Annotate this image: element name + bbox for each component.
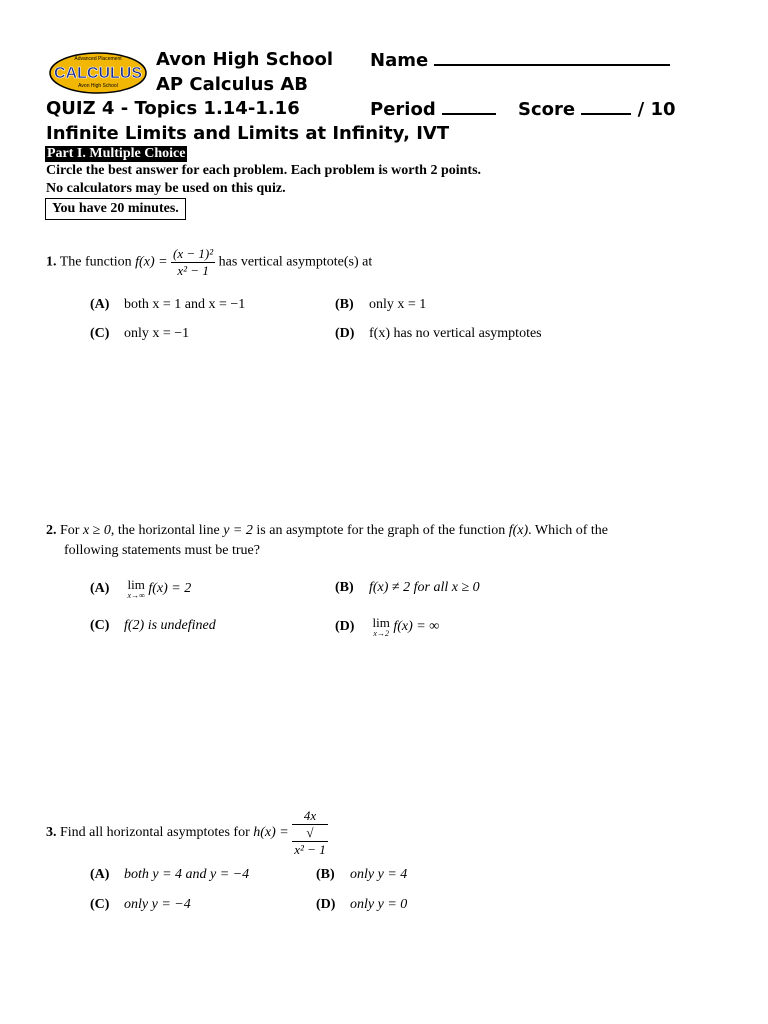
- choice-3b[interactable]: (B) only y = 4: [316, 867, 408, 882]
- question-1: 1. The function f(x) = $\frac{\text{(x − 1)²}}{\text{x² − 1}}$ has vertical asymptote(s) at: [46, 246, 373, 278]
- question-number: 3.: [46, 825, 57, 841]
- period-field[interactable]: [370, 97, 496, 122]
- question-2: 2. For x ≥ 0, the horizontal line y = 2 is an asymptote for the graph of the function f(x). Which of the: [46, 523, 608, 538]
- score-total: / 10: [637, 99, 676, 120]
- name-blank[interactable]: [434, 48, 670, 66]
- fraction: $\frac{\text{(x − 1)²}}{\text{x² − 1}}$: [173, 246, 214, 278]
- limit-notation: lim x→∞: [127, 577, 145, 600]
- choice-1c[interactable]: (C) only x = −1: [90, 326, 190, 341]
- quiz-title: QUIZ 4 - Topics 1.14-1.16: [46, 98, 300, 119]
- square-root: x² − 1: [294, 842, 326, 857]
- logo-small-top: Advanced Placement: [74, 56, 122, 62]
- school-name: Avon High School: [156, 49, 334, 70]
- calculus-logo: [48, 50, 148, 96]
- choice-3d[interactable]: (D) only y = 0: [316, 897, 408, 912]
- course-name: AP Calculus AB: [156, 74, 309, 95]
- period-blank[interactable]: [442, 97, 496, 115]
- question-3: 3. Find all horizontal asymptotes for h(x) = 4x √ x² − 1: [46, 808, 326, 857]
- fraction: 4x √ x² − 1: [294, 808, 326, 857]
- logo-small-bottom: Avon High School: [78, 83, 118, 89]
- question-number: 2.: [46, 523, 57, 538]
- choice-1a[interactable]: (A) both x = 1 and x = −1: [90, 297, 246, 312]
- score-field[interactable]: [518, 97, 676, 122]
- choice-3c[interactable]: (C) only y = −4: [90, 897, 191, 912]
- question-2-line-2: following statements must be true?: [64, 543, 260, 558]
- choice-1b[interactable]: (B) only x = 1: [335, 297, 427, 312]
- part-label: Part I. Multiple Choice: [47, 146, 186, 161]
- score-label: Score: [518, 99, 576, 120]
- time-box: You have 20 minutes.: [45, 198, 186, 220]
- choice-2b[interactable]: (B) f(x) ≠ 2 for all x ≥ 0: [335, 580, 480, 595]
- name-field[interactable]: [370, 48, 670, 73]
- choice-3a[interactable]: (A) both y = 4 and y = −4: [90, 867, 250, 882]
- choice-2a[interactable]: (A) lim x→∞ f(x) = 2: [90, 577, 192, 600]
- limit-notation: lim x→2: [372, 615, 390, 638]
- choice-2d[interactable]: (D) lim x→2 f(x) = ∞: [335, 615, 440, 638]
- choice-1d[interactable]: (D) f(x) has no vertical asymptotes: [335, 326, 542, 341]
- instruction-1: Circle the best answer for each problem. Each problem is worth 2 points.: [46, 163, 482, 178]
- score-blank[interactable]: [581, 97, 631, 115]
- choice-2c[interactable]: (C) f(2) is undefined: [90, 618, 216, 633]
- topic-title: Infinite Limits and Limits at Infinity, IVT: [46, 123, 450, 144]
- name-label: Name: [370, 50, 429, 71]
- logo-text: CALCULUS: [54, 65, 142, 82]
- instruction-2: No calculators may be used on this quiz.: [46, 181, 286, 196]
- question-number: 1.: [46, 254, 57, 270]
- period-label: Period: [370, 99, 436, 120]
